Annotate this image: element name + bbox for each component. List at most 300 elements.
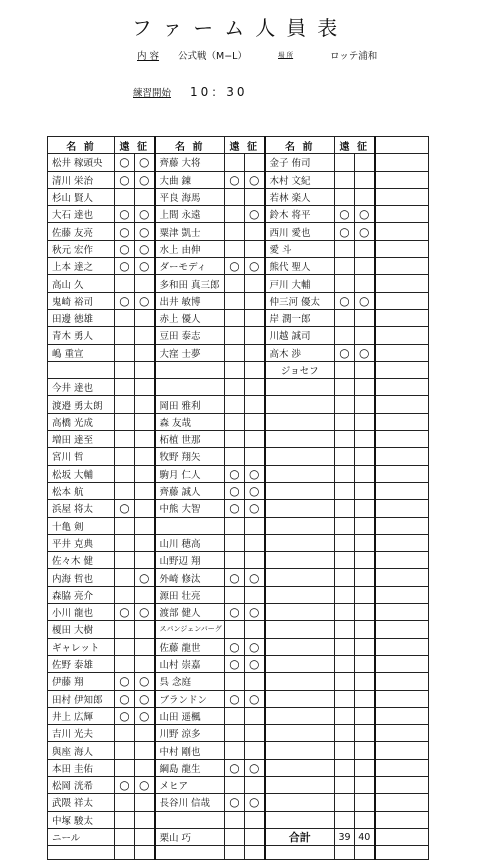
away-mark-a <box>115 344 135 361</box>
spacer-cell <box>375 275 429 292</box>
away-mark-b <box>355 621 375 638</box>
table-row <box>48 776 429 793</box>
player-name: 鈴木 将平 <box>265 206 335 223</box>
column-header-away: 遠 征 <box>225 137 265 154</box>
table-row <box>48 223 429 240</box>
player-name <box>155 517 225 534</box>
player-name: 呉 念庭 <box>155 673 225 690</box>
away-mark-b <box>135 275 155 292</box>
away-mark-a <box>335 240 355 257</box>
player-name: 高木 渉 <box>265 344 335 361</box>
away-mark-a <box>225 275 245 292</box>
away-mark-b <box>245 154 265 171</box>
away-mark-a <box>335 413 355 430</box>
player-name: 山川 穂高 <box>155 534 225 551</box>
away-mark-a: ○ <box>115 604 135 621</box>
away-mark-b <box>245 586 265 603</box>
player-name: 内海 哲也 <box>48 569 115 586</box>
away-mark-a: ○ <box>115 240 135 257</box>
away-mark-b: ○ <box>355 344 375 361</box>
away-mark-a <box>335 396 355 413</box>
player-name <box>265 673 335 690</box>
away-mark-a <box>335 534 355 551</box>
away-mark-a <box>225 327 245 344</box>
away-mark-b <box>355 379 375 396</box>
away-mark-b: ○ <box>135 223 155 240</box>
away-mark-a: ○ <box>335 223 355 240</box>
away-mark-b: ○ <box>355 206 375 223</box>
player-name: 森脇 亮介 <box>48 586 115 603</box>
player-name <box>155 811 225 828</box>
away-mark-a <box>335 725 355 742</box>
page-title: ファーム人員表 <box>131 16 349 40</box>
away-mark-a <box>225 309 245 326</box>
away-mark-a: ○ <box>115 673 135 690</box>
player-name: 平良 海馬 <box>155 188 225 205</box>
away-mark-b <box>355 309 375 326</box>
player-name <box>265 431 335 448</box>
spacer-cell <box>375 776 429 793</box>
table-row <box>48 500 429 517</box>
away-mark-b: ○ <box>135 776 155 793</box>
table-row <box>48 638 429 655</box>
away-mark-a <box>115 517 135 534</box>
away-mark-b <box>135 517 155 534</box>
spacer-cell <box>375 621 429 638</box>
away-mark-a <box>225 725 245 742</box>
away-mark-b <box>245 552 265 569</box>
player-name: 浜屋 将太 <box>48 500 115 517</box>
spacer-cell <box>375 258 429 275</box>
away-mark-a <box>335 794 355 811</box>
start-label: 練習開始 <box>133 88 172 99</box>
away-mark-a <box>225 534 245 551</box>
away-mark-b <box>135 379 155 396</box>
away-mark-a: ○ <box>115 690 135 707</box>
away-mark-b <box>245 828 265 845</box>
away-mark-a <box>335 759 355 776</box>
spacer-cell <box>375 707 429 724</box>
away-mark-b <box>355 517 375 534</box>
total-away-a: 39 <box>335 828 355 845</box>
away-mark-a <box>335 482 355 499</box>
player-name: 佐藤 友亮 <box>48 223 115 240</box>
player-name <box>265 759 335 776</box>
away-mark-a <box>115 309 135 326</box>
away-mark-a: ○ <box>335 292 355 309</box>
place-label: 場 所 <box>278 51 294 59</box>
blank-cell <box>375 846 429 860</box>
away-mark-b <box>245 448 265 465</box>
away-mark-a: ○ <box>225 759 245 776</box>
away-mark-a: ○ <box>225 655 245 672</box>
away-mark-a <box>335 379 355 396</box>
away-mark-b <box>355 413 375 430</box>
player-name <box>265 707 335 724</box>
player-name: 増田 達至 <box>48 431 115 448</box>
column-header-away: 遠 征 <box>335 137 375 154</box>
away-mark-a: ○ <box>335 206 355 223</box>
spacer-cell <box>375 534 429 551</box>
spacer-cell <box>375 690 429 707</box>
spacer-cell <box>375 154 429 171</box>
away-mark-a <box>115 275 135 292</box>
spacer-cell <box>375 794 429 811</box>
player-name: 本田 圭佑 <box>48 759 115 776</box>
away-mark-b <box>355 742 375 759</box>
player-name <box>155 379 225 396</box>
spacer-cell <box>375 396 429 413</box>
away-mark-a <box>115 828 135 845</box>
away-mark-a: ○ <box>115 171 135 188</box>
away-mark-a <box>225 742 245 759</box>
blank-cell <box>155 846 225 860</box>
away-mark-a: ○ <box>225 604 245 621</box>
away-mark-a <box>225 206 245 223</box>
away-mark-a <box>225 448 245 465</box>
away-mark-b: ○ <box>245 794 265 811</box>
away-mark-b <box>245 292 265 309</box>
player-name: ダーモディ <box>155 258 225 275</box>
spacer-cell <box>375 223 429 240</box>
spacer-cell <box>375 448 429 465</box>
player-name: 松坂 大輔 <box>48 465 115 482</box>
away-mark-a <box>115 621 135 638</box>
player-name: スパンジェンバーグ <box>155 621 225 638</box>
player-name: 松井 稼頭央 <box>48 154 115 171</box>
away-mark-a <box>225 776 245 793</box>
player-name: 齊藤 誠人 <box>155 482 225 499</box>
away-mark-b <box>135 725 155 742</box>
away-mark-a: ○ <box>115 223 135 240</box>
away-mark-b <box>245 811 265 828</box>
player-name: 岡田 雅利 <box>155 396 225 413</box>
away-mark-b <box>245 379 265 396</box>
player-name: 大石 達也 <box>48 206 115 223</box>
column-header-name: 名 前 <box>155 137 225 154</box>
player-name <box>265 517 335 534</box>
away-mark-b <box>355 673 375 690</box>
away-mark-a <box>225 517 245 534</box>
away-mark-b <box>135 344 155 361</box>
table-row <box>48 448 429 465</box>
player-name: 田邊 徳雄 <box>48 309 115 326</box>
table-row <box>48 811 429 828</box>
spacer-cell <box>375 828 429 845</box>
player-name: 與座 海人 <box>48 742 115 759</box>
player-name <box>155 361 225 378</box>
player-name <box>265 413 335 430</box>
away-mark-b <box>355 171 375 188</box>
away-mark-b: ○ <box>245 569 265 586</box>
blank-cell <box>355 846 375 860</box>
away-mark-a <box>225 379 245 396</box>
away-mark-a: ○ <box>115 292 135 309</box>
player-name: 武隈 祥太 <box>48 794 115 811</box>
player-name: ニール <box>48 828 115 845</box>
player-name: 佐野 泰雄 <box>48 655 115 672</box>
away-mark-b <box>135 586 155 603</box>
player-name: 栗山 巧 <box>155 828 225 845</box>
away-mark-a <box>115 725 135 742</box>
away-mark-b <box>245 742 265 759</box>
away-mark-b <box>245 275 265 292</box>
table-row-blank <box>48 846 429 860</box>
away-mark-b <box>245 725 265 742</box>
away-mark-a <box>225 344 245 361</box>
away-mark-a <box>115 482 135 499</box>
away-mark-a: ○ <box>115 206 135 223</box>
away-mark-a: ○ <box>225 500 245 517</box>
away-mark-b <box>135 413 155 430</box>
table-row <box>48 206 429 223</box>
player-name: 嶋 重宣 <box>48 344 115 361</box>
table-row <box>48 413 429 430</box>
player-name: 西川 愛也 <box>265 223 335 240</box>
away-mark-b: ○ <box>245 206 265 223</box>
spacer-cell <box>375 500 429 517</box>
player-name <box>265 621 335 638</box>
away-mark-a <box>225 552 245 569</box>
away-mark-b: ○ <box>355 223 375 240</box>
table-row <box>48 188 429 205</box>
player-name <box>265 379 335 396</box>
player-name: 水上 由伸 <box>155 240 225 257</box>
away-mark-b: ○ <box>135 707 155 724</box>
player-name: 吉川 光夫 <box>48 725 115 742</box>
away-mark-b: ○ <box>135 292 155 309</box>
away-mark-b: ○ <box>245 638 265 655</box>
blank-cell <box>335 846 355 860</box>
spacer-cell <box>375 379 429 396</box>
player-name: 松本 航 <box>48 482 115 499</box>
spacer-cell <box>375 188 429 205</box>
player-name: 大曲 錬 <box>155 171 225 188</box>
away-mark-a <box>225 673 245 690</box>
away-mark-a <box>115 327 135 344</box>
player-name: 多和田 真三郎 <box>155 275 225 292</box>
away-mark-b <box>355 759 375 776</box>
player-name: ジョセフ <box>265 361 335 378</box>
player-name <box>265 586 335 603</box>
away-mark-b: ○ <box>245 759 265 776</box>
away-mark-b <box>135 742 155 759</box>
away-mark-a <box>335 811 355 828</box>
away-mark-a: ○ <box>115 154 135 171</box>
away-mark-a <box>115 742 135 759</box>
away-mark-b <box>355 707 375 724</box>
away-mark-a: ○ <box>225 258 245 275</box>
away-mark-a <box>335 552 355 569</box>
spacer-cell <box>375 725 429 742</box>
table-row <box>48 258 429 275</box>
player-name: 宮川 哲 <box>48 448 115 465</box>
player-name: 柘植 世那 <box>155 431 225 448</box>
spacer-cell <box>375 673 429 690</box>
player-name <box>265 655 335 672</box>
player-name: 豆田 泰志 <box>155 327 225 344</box>
blank-cell <box>265 846 335 860</box>
content-value: 公式戦（M−L） <box>178 51 247 62</box>
player-name: 若林 楽人 <box>265 188 335 205</box>
away-mark-b: ○ <box>135 240 155 257</box>
away-mark-a <box>335 586 355 603</box>
away-mark-b <box>355 240 375 257</box>
away-mark-b <box>245 344 265 361</box>
spacer-cell <box>375 569 429 586</box>
table-row <box>48 621 429 638</box>
away-mark-b <box>245 534 265 551</box>
table-row <box>48 690 429 707</box>
away-mark-b: ○ <box>245 465 265 482</box>
away-mark-b <box>355 465 375 482</box>
player-name: 外崎 修汰 <box>155 569 225 586</box>
table-row <box>48 344 429 361</box>
spacer-cell <box>375 206 429 223</box>
away-mark-a <box>115 552 135 569</box>
spacer-cell <box>375 344 429 361</box>
player-name <box>265 794 335 811</box>
away-mark-b <box>135 327 155 344</box>
away-mark-b <box>245 776 265 793</box>
player-name: 渡邉 勇太朗 <box>48 396 115 413</box>
away-mark-b <box>245 396 265 413</box>
player-name: 源田 壮亮 <box>155 586 225 603</box>
player-name: 高山 久 <box>48 275 115 292</box>
away-mark-a <box>225 586 245 603</box>
away-mark-a <box>335 327 355 344</box>
player-name: 伊藤 翔 <box>48 673 115 690</box>
table-row <box>48 396 429 413</box>
table-row <box>48 828 429 845</box>
away-mark-a <box>335 465 355 482</box>
player-name: 出井 敏博 <box>155 292 225 309</box>
table-row <box>48 379 429 396</box>
away-mark-b: ○ <box>245 258 265 275</box>
away-mark-a <box>115 188 135 205</box>
player-name: 牧野 翔矢 <box>155 448 225 465</box>
spacer-cell <box>375 742 429 759</box>
away-mark-a <box>115 534 135 551</box>
spacer-cell <box>375 292 429 309</box>
player-name <box>265 465 335 482</box>
away-mark-a: ○ <box>335 344 355 361</box>
player-name <box>265 569 335 586</box>
player-name: 上本 達之 <box>48 258 115 275</box>
away-mark-a: ○ <box>115 500 135 517</box>
table-row <box>48 292 429 309</box>
away-mark-a <box>335 776 355 793</box>
away-mark-a: ○ <box>115 258 135 275</box>
away-mark-a: ○ <box>225 794 245 811</box>
away-mark-a <box>225 621 245 638</box>
player-name: 中村 剛也 <box>155 742 225 759</box>
away-mark-a <box>335 517 355 534</box>
table-header-row <box>48 137 429 154</box>
away-mark-a <box>335 154 355 171</box>
away-mark-b <box>245 707 265 724</box>
player-name: 赤上 優人 <box>155 309 225 326</box>
player-name <box>265 482 335 499</box>
player-name <box>265 500 335 517</box>
table-row <box>48 707 429 724</box>
away-mark-b <box>135 309 155 326</box>
away-mark-b <box>355 725 375 742</box>
table-row <box>48 275 429 292</box>
away-mark-b <box>135 361 155 378</box>
table-row <box>48 742 429 759</box>
away-mark-a <box>115 396 135 413</box>
away-mark-b <box>355 604 375 621</box>
away-mark-a <box>115 811 135 828</box>
spacer-cell <box>375 604 429 621</box>
table-row <box>48 482 429 499</box>
player-name: 金子 侑司 <box>265 154 335 171</box>
away-mark-b <box>245 309 265 326</box>
player-name: 平井 克典 <box>48 534 115 551</box>
away-mark-b <box>245 240 265 257</box>
player-name: 森 友哉 <box>155 413 225 430</box>
spacer-cell <box>375 327 429 344</box>
away-mark-b <box>355 154 375 171</box>
away-mark-b <box>355 638 375 655</box>
player-name: 齊藤 大将 <box>155 154 225 171</box>
away-mark-b <box>355 327 375 344</box>
table-row <box>48 569 429 586</box>
away-mark-a <box>115 759 135 776</box>
total-label: 合計 <box>265 828 335 845</box>
spacer-cell <box>375 759 429 776</box>
away-mark-b <box>355 586 375 603</box>
player-name: 井上 広輝 <box>48 707 115 724</box>
player-name <box>265 604 335 621</box>
player-name: ブランドン <box>155 690 225 707</box>
table-row <box>48 655 429 672</box>
player-name: 長谷川 信哉 <box>155 794 225 811</box>
spacer-cell <box>375 638 429 655</box>
away-mark-b <box>135 638 155 655</box>
away-mark-a <box>115 379 135 396</box>
player-name: 愛 斗 <box>265 240 335 257</box>
away-mark-a <box>335 621 355 638</box>
away-mark-a <box>115 465 135 482</box>
away-mark-b <box>355 776 375 793</box>
column-header-away: 遠 征 <box>115 137 155 154</box>
table-row <box>48 327 429 344</box>
away-mark-b <box>355 482 375 499</box>
away-mark-b: ○ <box>245 604 265 621</box>
table-row <box>48 465 429 482</box>
table-row <box>48 361 429 378</box>
spacer-cell <box>375 465 429 482</box>
away-mark-a <box>335 690 355 707</box>
away-mark-a <box>225 707 245 724</box>
table-row <box>48 586 429 603</box>
away-mark-b <box>355 500 375 517</box>
player-name: 鬼崎 裕司 <box>48 292 115 309</box>
player-name: 川越 誠司 <box>265 327 335 344</box>
player-name <box>265 396 335 413</box>
away-mark-a <box>225 292 245 309</box>
table-row <box>48 171 429 188</box>
spacer-cell <box>375 137 429 154</box>
away-mark-a <box>225 828 245 845</box>
away-mark-b: ○ <box>135 258 155 275</box>
player-name: 木村 文紀 <box>265 171 335 188</box>
player-name <box>265 742 335 759</box>
player-name <box>265 552 335 569</box>
column-header-name: 名 前 <box>265 137 335 154</box>
